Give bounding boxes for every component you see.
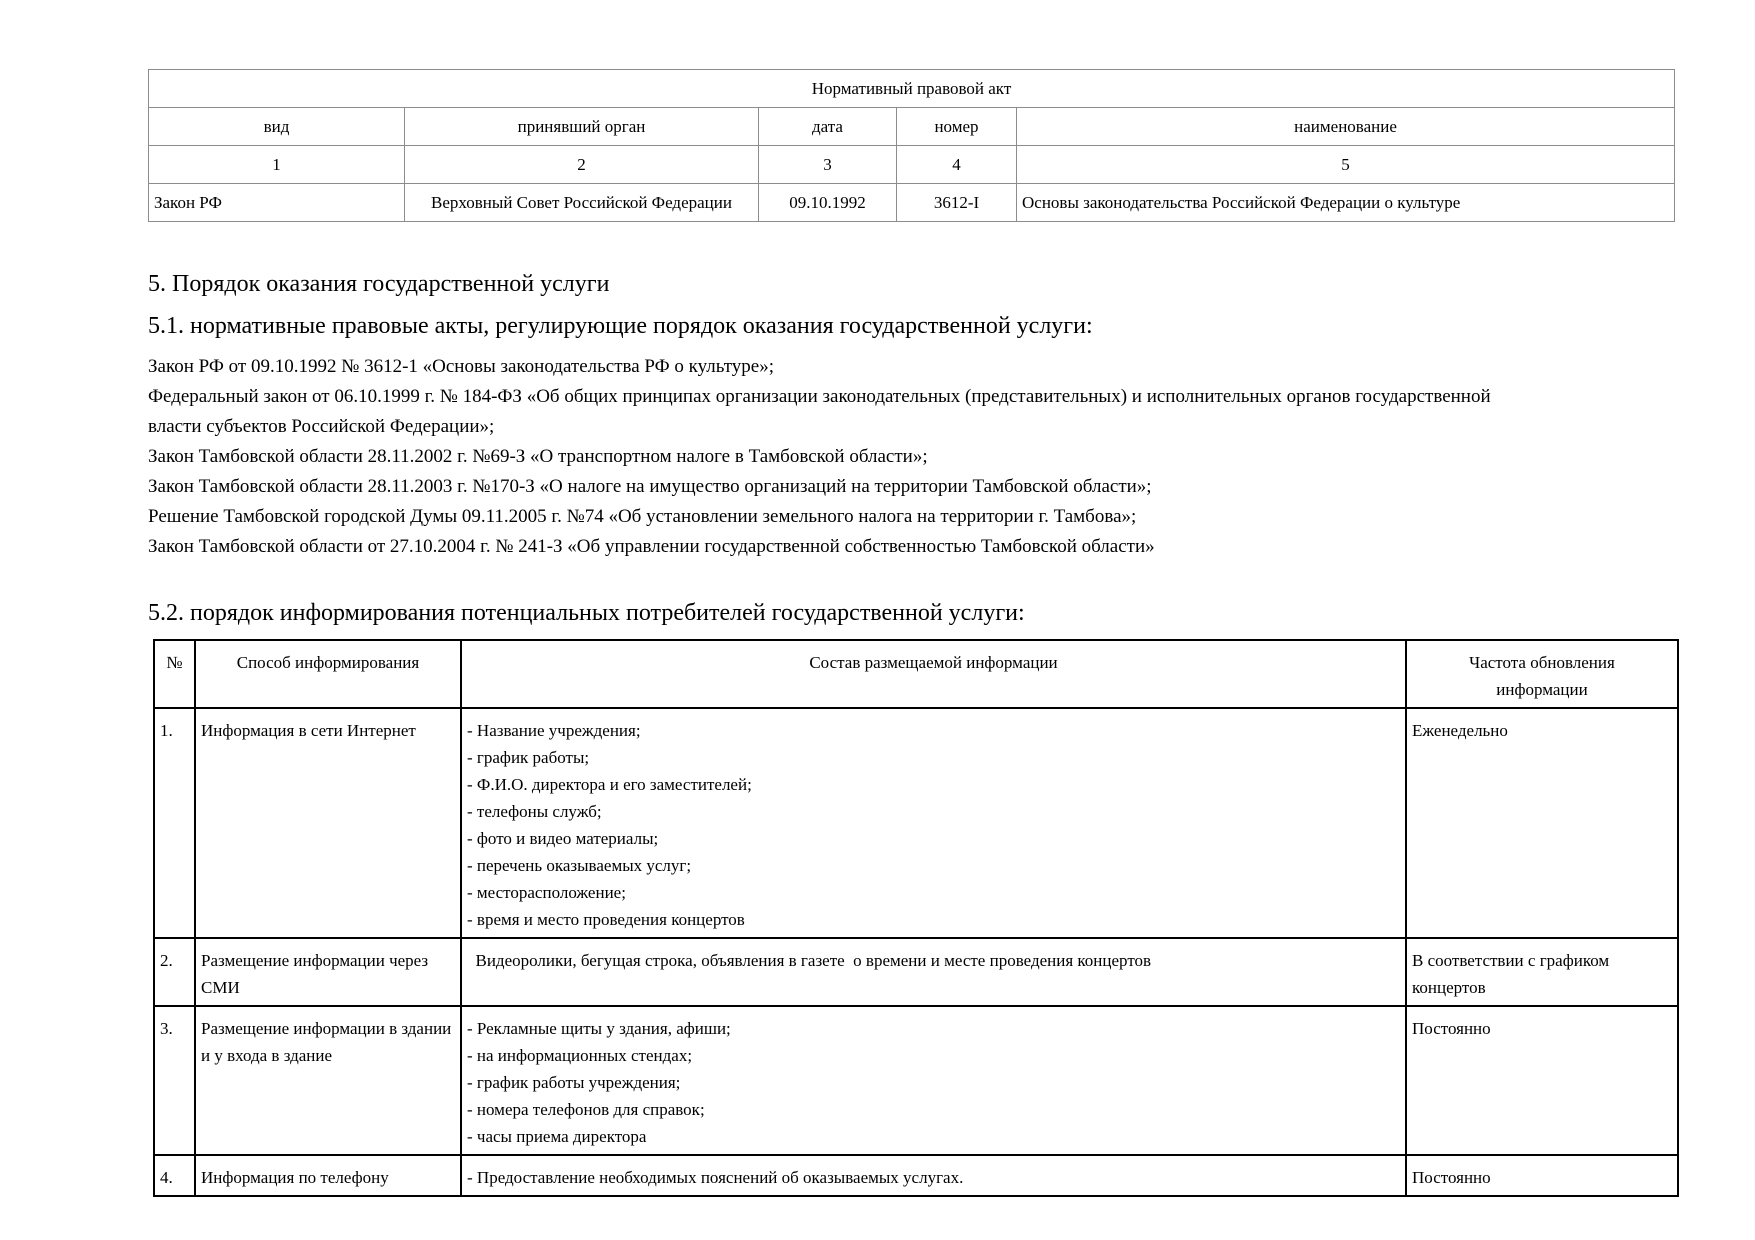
header-date: дата <box>759 108 897 146</box>
column-number: 1 <box>149 146 405 184</box>
row-content <box>461 938 1406 1006</box>
row-num: 4. <box>154 1155 195 1196</box>
content-item: - Предоставление необходимых пояснений об оказываемых услугах. <box>467 1168 964 1187</box>
content-item: - телефоны служб; <box>467 802 602 821</box>
header-frequency-line: Частота обновления <box>1469 653 1615 672</box>
cell-date: 09.10.1992 <box>759 184 897 222</box>
act-line: власти субъектов Российской Федерации»; <box>148 416 495 437</box>
content-item: - фото и видео материалы; <box>467 829 659 848</box>
table-row <box>154 1155 1678 1196</box>
content-item: - график работы; <box>467 748 590 767</box>
row-frequency: Еженедельно <box>1406 708 1678 938</box>
content-item: - перечень оказываемых услуг; <box>467 856 692 875</box>
cell-authority: Верховный Совет Российской Федерации <box>405 184 759 222</box>
column-number: 3 <box>759 146 897 184</box>
cell-name: Основы законодательства Российской Федерации о культуре <box>1017 184 1675 222</box>
header-frequency-line: информации <box>1496 680 1588 699</box>
legal-act-header-row <box>149 108 1675 146</box>
cell-type: Закон РФ <box>149 184 405 222</box>
table-row <box>154 708 1678 938</box>
act-line: Закон РФ от 09.10.1992 № 3612-1 «Основы законодательства РФ о культуре»; <box>148 356 774 377</box>
content-item: - часы приема директора <box>467 1127 647 1146</box>
header-frequency <box>1406 640 1678 708</box>
row-num: 2. <box>154 938 195 1006</box>
content-item: - Ф.И.О. директора и его заместителей; <box>467 775 752 794</box>
content-item: - номера телефонов для справок; <box>467 1100 705 1119</box>
content-item: - время и место проведения концертов <box>467 910 745 929</box>
act-line: Закон Тамбовской области от 27.10.2004 г. № 241-З «Об управлении государственной собственностью Тамбовской области» <box>148 536 1155 557</box>
header-method: Способ информирования <box>195 640 461 708</box>
row-frequency: Постоянно <box>1406 1155 1678 1196</box>
column-number: 5 <box>1017 146 1675 184</box>
row-num: 3. <box>154 1006 195 1155</box>
row-method: Размещение информации через СМИ <box>195 938 461 1006</box>
header-num: № <box>154 640 195 708</box>
informing-table <box>153 639 1679 1197</box>
row-content <box>461 1155 1406 1196</box>
row-method: Информация в сети Интернет <box>195 708 461 938</box>
row-content <box>461 708 1406 938</box>
row-method: Размещение информации в здании и у входа в здание <box>195 1006 461 1155</box>
section-5-heading: 5. Порядок оказания государственной услуги <box>148 271 610 297</box>
header-name: наименование <box>1017 108 1675 146</box>
header-content: Состав размещаемой информации <box>461 640 1406 708</box>
header-authority: принявший орган <box>405 108 759 146</box>
row-content <box>461 1006 1406 1155</box>
content-item: - месторасположение; <box>467 883 626 902</box>
legal-act-table-title: Нормативный правовой акт <box>149 70 1675 108</box>
row-frequency: В соответствии с графиком концертов <box>1406 938 1678 1006</box>
cell-number: 3612-I <box>897 184 1017 222</box>
act-line: Решение Тамбовской городской Думы 09.11.2005 г. №74 «Об установлении земельного налога на территории г. Тамбова»; <box>148 506 1137 527</box>
header-number: номер <box>897 108 1017 146</box>
row-frequency: Постоянно <box>1406 1006 1678 1155</box>
act-line: Закон Тамбовской области 28.11.2002 г. №69-З «О транспортном налоге в Тамбовской области»; <box>148 446 928 467</box>
legal-act-row <box>149 184 1675 222</box>
content-item: - Название учреждения; <box>467 721 641 740</box>
content-item: - на информационных стендах; <box>467 1046 693 1065</box>
column-number: 2 <box>405 146 759 184</box>
content-item: - Рекламные щиты у здания, афиши; <box>467 1019 731 1038</box>
table-row <box>154 938 1678 1006</box>
content-item: Видеоролики, бегущая строка, объявления в газете о времени и месте проведения концертов <box>467 951 1152 970</box>
section-5-1-heading: 5.1. нормативные правовые акты, регулирующие порядок оказания государственной услуги: <box>148 313 1093 339</box>
content-item: - график работы учреждения; <box>467 1073 681 1092</box>
legal-act-column-numbers <box>149 146 1675 184</box>
table-row <box>154 1006 1678 1155</box>
column-number: 4 <box>897 146 1017 184</box>
act-line: Федеральный закон от 06.10.1999 г. № 184-ФЗ «Об общих принципах организации законодательных (представительных) и исполнительных органов государственной <box>148 386 1491 407</box>
act-line: Закон Тамбовской области 28.11.2003 г. №170-З «О налоге на имущество организаций на территории Тамбовской области»; <box>148 476 1152 497</box>
legal-act-table <box>148 69 1675 222</box>
informing-header-row <box>154 640 1678 708</box>
header-type: вид <box>149 108 405 146</box>
row-method: Информация по телефону <box>195 1155 461 1196</box>
section-5-2-heading: 5.2. порядок информирования потенциальных потребителей государственной услуги: <box>148 600 1025 626</box>
row-num: 1. <box>154 708 195 938</box>
